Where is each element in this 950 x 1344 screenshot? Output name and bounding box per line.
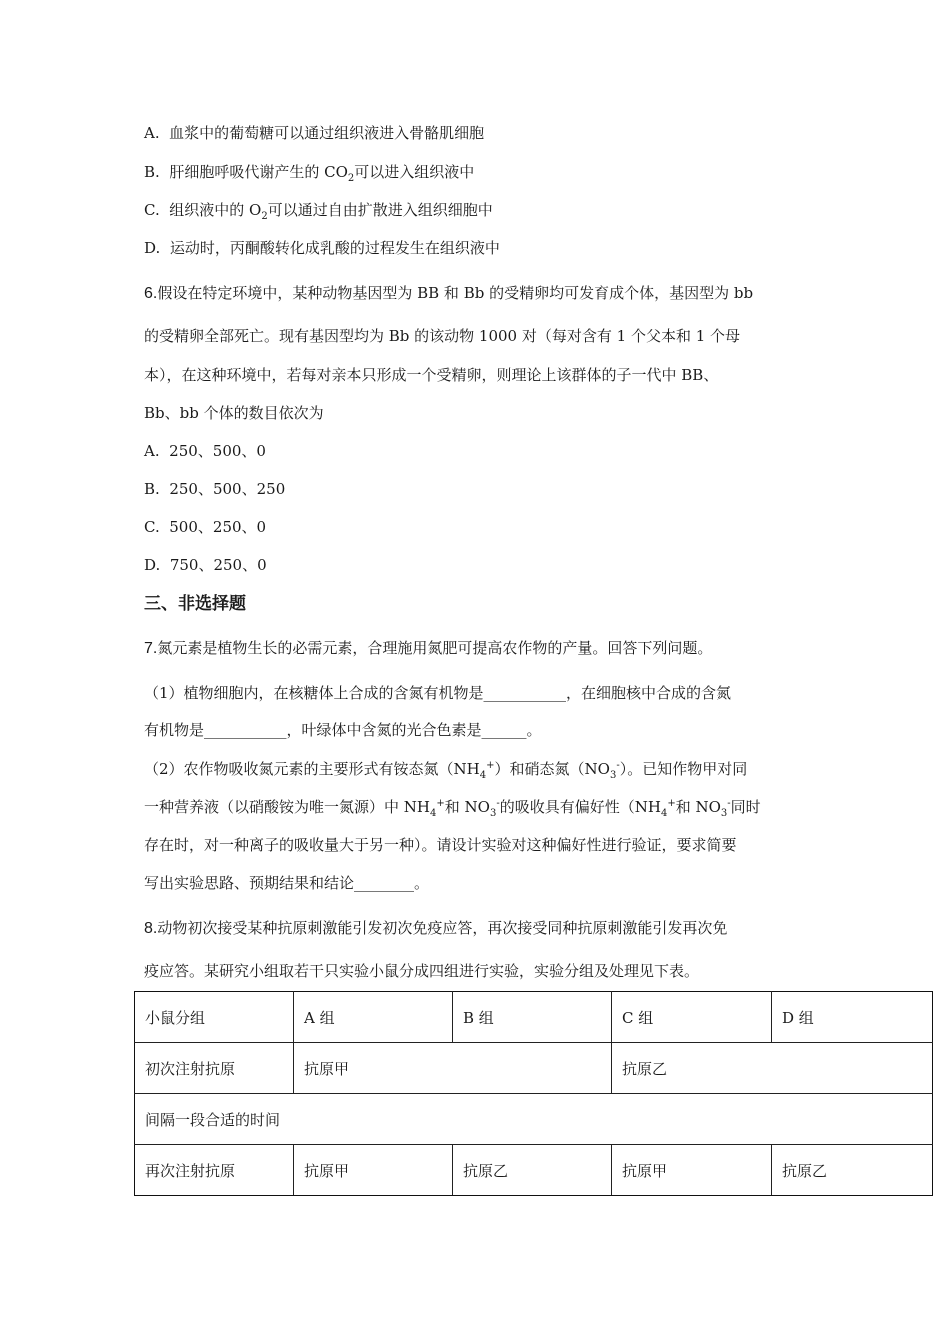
table-cell: 再次注射抗原: [135, 1145, 294, 1196]
q5-option-c: C. 组织液中的 $O_2$可以通过自由扩散进入组织细胞中: [144, 201, 493, 222]
q8-stem-line1: 8.动物初次接受某种抗原刺激能引发初次免疫应答，再次接受同种抗原刺激能引发再次免: [144, 919, 728, 937]
table-header-cell: B 组: [453, 992, 612, 1043]
q7-part1-line1: （1）植物细胞内，在核糖体上合成的含氮有机物是___________，在细胞核中合成的含氮: [144, 684, 732, 702]
table-row: [135, 1094, 933, 1145]
table-cell: 初次注射抗原: [135, 1043, 294, 1094]
table-cell: 间隔一段合适的时间: [135, 1094, 933, 1145]
q7-part2-line3: 存在时，对一种离子的吸收量大于另一种）。请设计实验对这种偏好性进行验证，要求简要: [144, 836, 737, 854]
q8-stem-line2: 疫应答。某研究小组取若干只实验小鼠分成四组进行实验，实验分组及处理见下表。: [144, 962, 700, 980]
table-cell: 抗原乙: [612, 1043, 933, 1094]
table-cell: 抗原乙: [453, 1145, 612, 1196]
q6-stem-line4: Bb、bb 个体的数目依次为: [144, 404, 324, 422]
table-header-cell: C 组: [612, 992, 772, 1043]
table-header-cell: 小鼠分组: [135, 992, 294, 1043]
q6-option-c: C. 500、250、0: [144, 518, 267, 536]
table-header-cell: D 组: [772, 992, 933, 1043]
table-cell: 抗原甲: [612, 1145, 772, 1196]
section-title: 三、非选择题: [144, 594, 246, 614]
table-cell: 抗原甲: [294, 1043, 612, 1094]
q7-part1-line2: 有机物是___________，叶绿体中含氮的光合色素是______。: [144, 721, 542, 739]
q6-option-b: B. 250、500、250: [144, 480, 286, 498]
table-cell: 抗原乙: [772, 1145, 933, 1196]
q7-stem: 7.氮元素是植物生长的必需元素，合理施用氮肥可提高农作物的产量。回答下列问题。: [144, 639, 713, 657]
table-cell: 抗原甲: [294, 1145, 453, 1196]
q5-option-b: B. 肝细胞呼吸代谢产生的 $CO_2$可以进入组织液中: [144, 163, 475, 184]
table-row: [135, 1145, 933, 1196]
q6-option-d: D. 750、250、0: [144, 556, 267, 574]
q7-part2-line2: 一种营养液（以硝酸铵为唯一氮源）中 $NH_4^+$和 $NO_3^-$的吸收具有偏好性（$NH_4^+$和 $NO_3^-$同时: [144, 798, 761, 819]
experiment-table: [134, 991, 933, 1196]
table-header-cell: A 组: [294, 992, 453, 1043]
table-row: [135, 992, 933, 1043]
table-row: [135, 1043, 933, 1094]
q5-option-a: A. 血浆中的葡萄糖可以通过组织液进入骨骼肌细胞: [144, 124, 485, 142]
q7-part2-line4: 写出实验思路、预期结果和结论________。: [144, 874, 430, 892]
q6-stem-line1: 6.假设在特定环境中，某种动物基因型为 BB 和 Bb 的受精卵均可发育成个体，基因型为 bb: [144, 284, 754, 302]
q6-option-a: A. 250、500、0: [144, 442, 266, 460]
q6-stem-line3: 本），在这种环境中，若每对亲本只形成一个受精卵，则理论上该群体的子一代中 BB、: [144, 366, 719, 384]
q7-part2-line1: （2）农作物吸收氮元素的主要形式有铵态氮$(NH_4^+)$和硝态氮$(NO_3^-)$。已知作物甲对同: [144, 760, 748, 781]
q5-option-d: D. 运动时，丙酮酸转化成乳酸的过程发生在组织液中: [144, 239, 500, 257]
q6-stem-line2: 的受精卵全部死亡。现有基因型均为 Bb 的该动物 1000 对（每对含有 1 个父本和 1 个母: [144, 327, 741, 345]
